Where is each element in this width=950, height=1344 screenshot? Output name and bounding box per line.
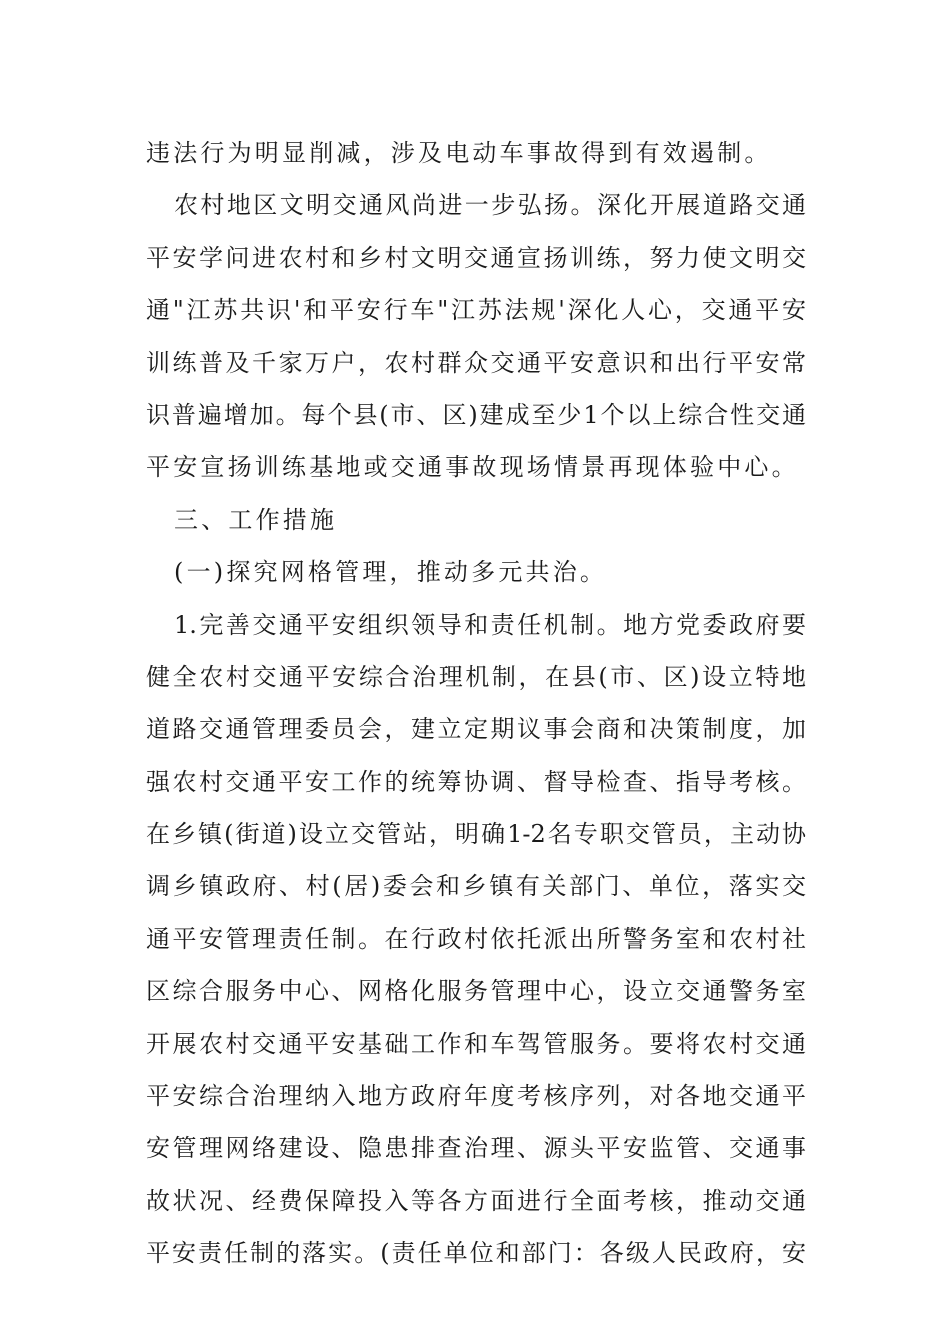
- text-line: 平安综合治理纳入地方政府年度考核序列，对各地交通平: [146, 1082, 806, 1111]
- text-line: 健全农村交通平安综合治理机制，在县(市、区)设立特地: [146, 662, 806, 691]
- text-line: 通"江苏共识'和平安行车"江苏法规'深化人心，交通平安: [146, 296, 806, 325]
- text-line: 三、工作措施: [174, 505, 338, 534]
- text-line: 区综合服务中心、网格化服务管理中心，设立交通警务室: [146, 977, 806, 1006]
- text-line: 违法行为明显削减，涉及电动车事故得到有效遏制。: [146, 139, 772, 167]
- text-line: 强农村交通平安工作的统筹协调、督导检查、指导考核。: [146, 767, 806, 796]
- text-line: 识普遍增加。每个县(市、区)建成至少1个以上综合性交通: [146, 400, 806, 429]
- text-line: 通平安管理责任制。在行政村依托派出所警务室和农村社: [146, 924, 806, 953]
- text-line: 平安学问进农村和乡村文明交通宣扬训练，努力使文明交: [146, 243, 806, 272]
- text-line: 调乡镇政府、村(居)委会和乡镇有关部门、单位，落实交: [146, 872, 806, 901]
- text-line: 平安责任制的落实。(责任单位和部门：各级人民政府，安: [146, 1239, 806, 1268]
- text-line: 训练普及千家万户，农村群众交通平安意识和出行平安常: [146, 348, 806, 377]
- document-body: [146, 127, 806, 1280]
- text-line: 在乡镇(街道)设立交管站，明确1-2名专职交管员，主动协: [146, 820, 806, 849]
- text-line: (一)探究网格管理，推动多元共治。: [174, 558, 608, 587]
- text-line: 道路交通管理委员会，建立定期议事会商和决策制度，加: [146, 715, 806, 744]
- text-line: 开展农村交通平安基础工作和车驾管服务。要将农村交通: [146, 1029, 806, 1058]
- text-line: 故状况、经费保障投入等各方面进行全面考核，推动交通: [146, 1186, 806, 1215]
- text-line: 农村地区文明交通风尚进一步弘扬。深化开展道路交通: [174, 191, 806, 220]
- text-line: 1.完善交通平安组织领导和责任机制。地方党委政府要: [174, 610, 806, 639]
- text-line: 安管理网络建设、隐患排查治理、源头平安监管、交通事: [146, 1134, 806, 1163]
- text-line: 平安宣扬训练基地或交通事故现场情景再现体验中心。: [146, 453, 799, 482]
